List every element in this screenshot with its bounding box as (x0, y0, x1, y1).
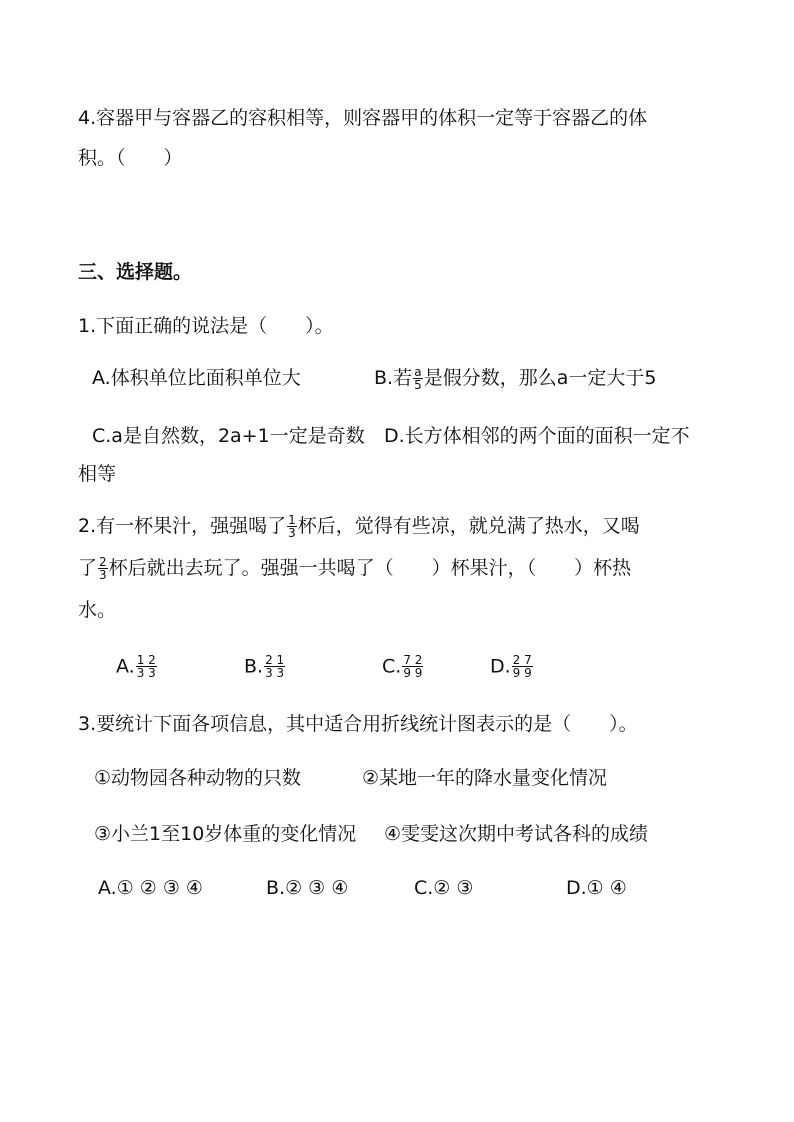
fraction-numerator: 2 (99, 555, 107, 569)
q2-line-2-prefix: 了 (78, 557, 98, 579)
fraction-numerator: a (414, 365, 422, 379)
q3-stem: 3.要统计下面各项信息，其中适合用折线统计图表示的是（ ）。 (78, 713, 638, 735)
fraction-denominator: 3 3 (265, 666, 285, 680)
fraction-denominator: 3 (288, 526, 296, 540)
option-letter: C. (382, 655, 402, 678)
fraction-numerator: 1 2 (136, 653, 156, 667)
q2-line-1 (78, 514, 640, 539)
q3-item-1: ①动物园各种动物的只数 (94, 767, 302, 789)
q1-option-c: C.a是自然数，2a+1一定是奇数 (92, 425, 365, 447)
fraction-numerator: 2 1 (265, 653, 285, 667)
fraction-numerator: 1 (288, 513, 296, 527)
q2-line-1-prefix: 2.有一杯果汁，强强喝了 (78, 515, 287, 537)
q3-option-b: B.② ③ ④ (266, 877, 349, 899)
q2-line-2-suffix: 杯后就出去玩了。强强一共喝了（ ）杯果汁，（ ）杯热 (108, 557, 632, 579)
option-letter: A. (116, 655, 135, 678)
q3-item-2: ②某地一年的降水量变化情况 (362, 767, 608, 789)
q1-option-b (374, 366, 656, 391)
q2-fraction-1 (287, 514, 297, 539)
fraction-denominator: 3 3 (136, 666, 156, 680)
q3-option-a: A.① ② ③ ④ (98, 877, 203, 899)
fraction-numerator: 2 7 (512, 653, 532, 667)
q3-item-4: ④雯雯这次期中考试各科的成绩 (384, 823, 649, 845)
q2-line-3: 水。 (78, 599, 117, 621)
q3-option-c: C.② ③ (414, 877, 474, 899)
q1-option-b-prefix: B.若 (374, 367, 413, 389)
fraction-denominator: 9 9 (403, 666, 423, 680)
q2-option-a (116, 654, 158, 679)
q1-option-b-suffix: 是假分数，那么a一定大于5 (423, 367, 657, 389)
q1-option-d-line-1: D.长方体相邻的两个面的面积一定不 (384, 425, 690, 447)
q2-option-d (490, 654, 534, 679)
fraction-denominator: 9 9 (512, 666, 532, 680)
option-fraction (402, 654, 423, 679)
q1-stem: 1.下面正确的说法是（ ）。 (78, 315, 334, 337)
q3-option-d: D.① ④ (566, 877, 627, 899)
option-letter: B. (244, 655, 264, 678)
q2-line-1-suffix: 杯后，觉得有些凉，就兑满了热水，又喝 (297, 515, 640, 537)
fraction-numerator: 7 2 (403, 653, 423, 667)
q2-fraction-2 (98, 556, 108, 581)
q4-line-1: 4.容器甲与容器乙的容积相等，则容器甲的体积一定等于容器乙的体 (78, 107, 648, 129)
option-fraction (512, 654, 533, 679)
fraction-denominator: 5 (414, 378, 422, 392)
q1-option-d-line-2: 相等 (78, 463, 117, 485)
q3-item-3: ③小兰1至10岁体重的变化情况 (94, 823, 357, 845)
q2-option-b (244, 654, 286, 679)
option-fraction (264, 654, 285, 679)
fraction-denominator: 3 (99, 568, 107, 582)
q1-option-a: A.体积单位比面积单位大 (92, 367, 301, 389)
q2-line-2 (78, 556, 631, 581)
section-title: 三、选择题。 (78, 261, 193, 283)
q1-option-b-fraction (413, 366, 423, 391)
q2-option-c (382, 654, 424, 679)
q4-line-2: 积。（ ） (78, 147, 183, 169)
option-fraction (136, 654, 157, 679)
option-letter: D. (490, 655, 511, 678)
